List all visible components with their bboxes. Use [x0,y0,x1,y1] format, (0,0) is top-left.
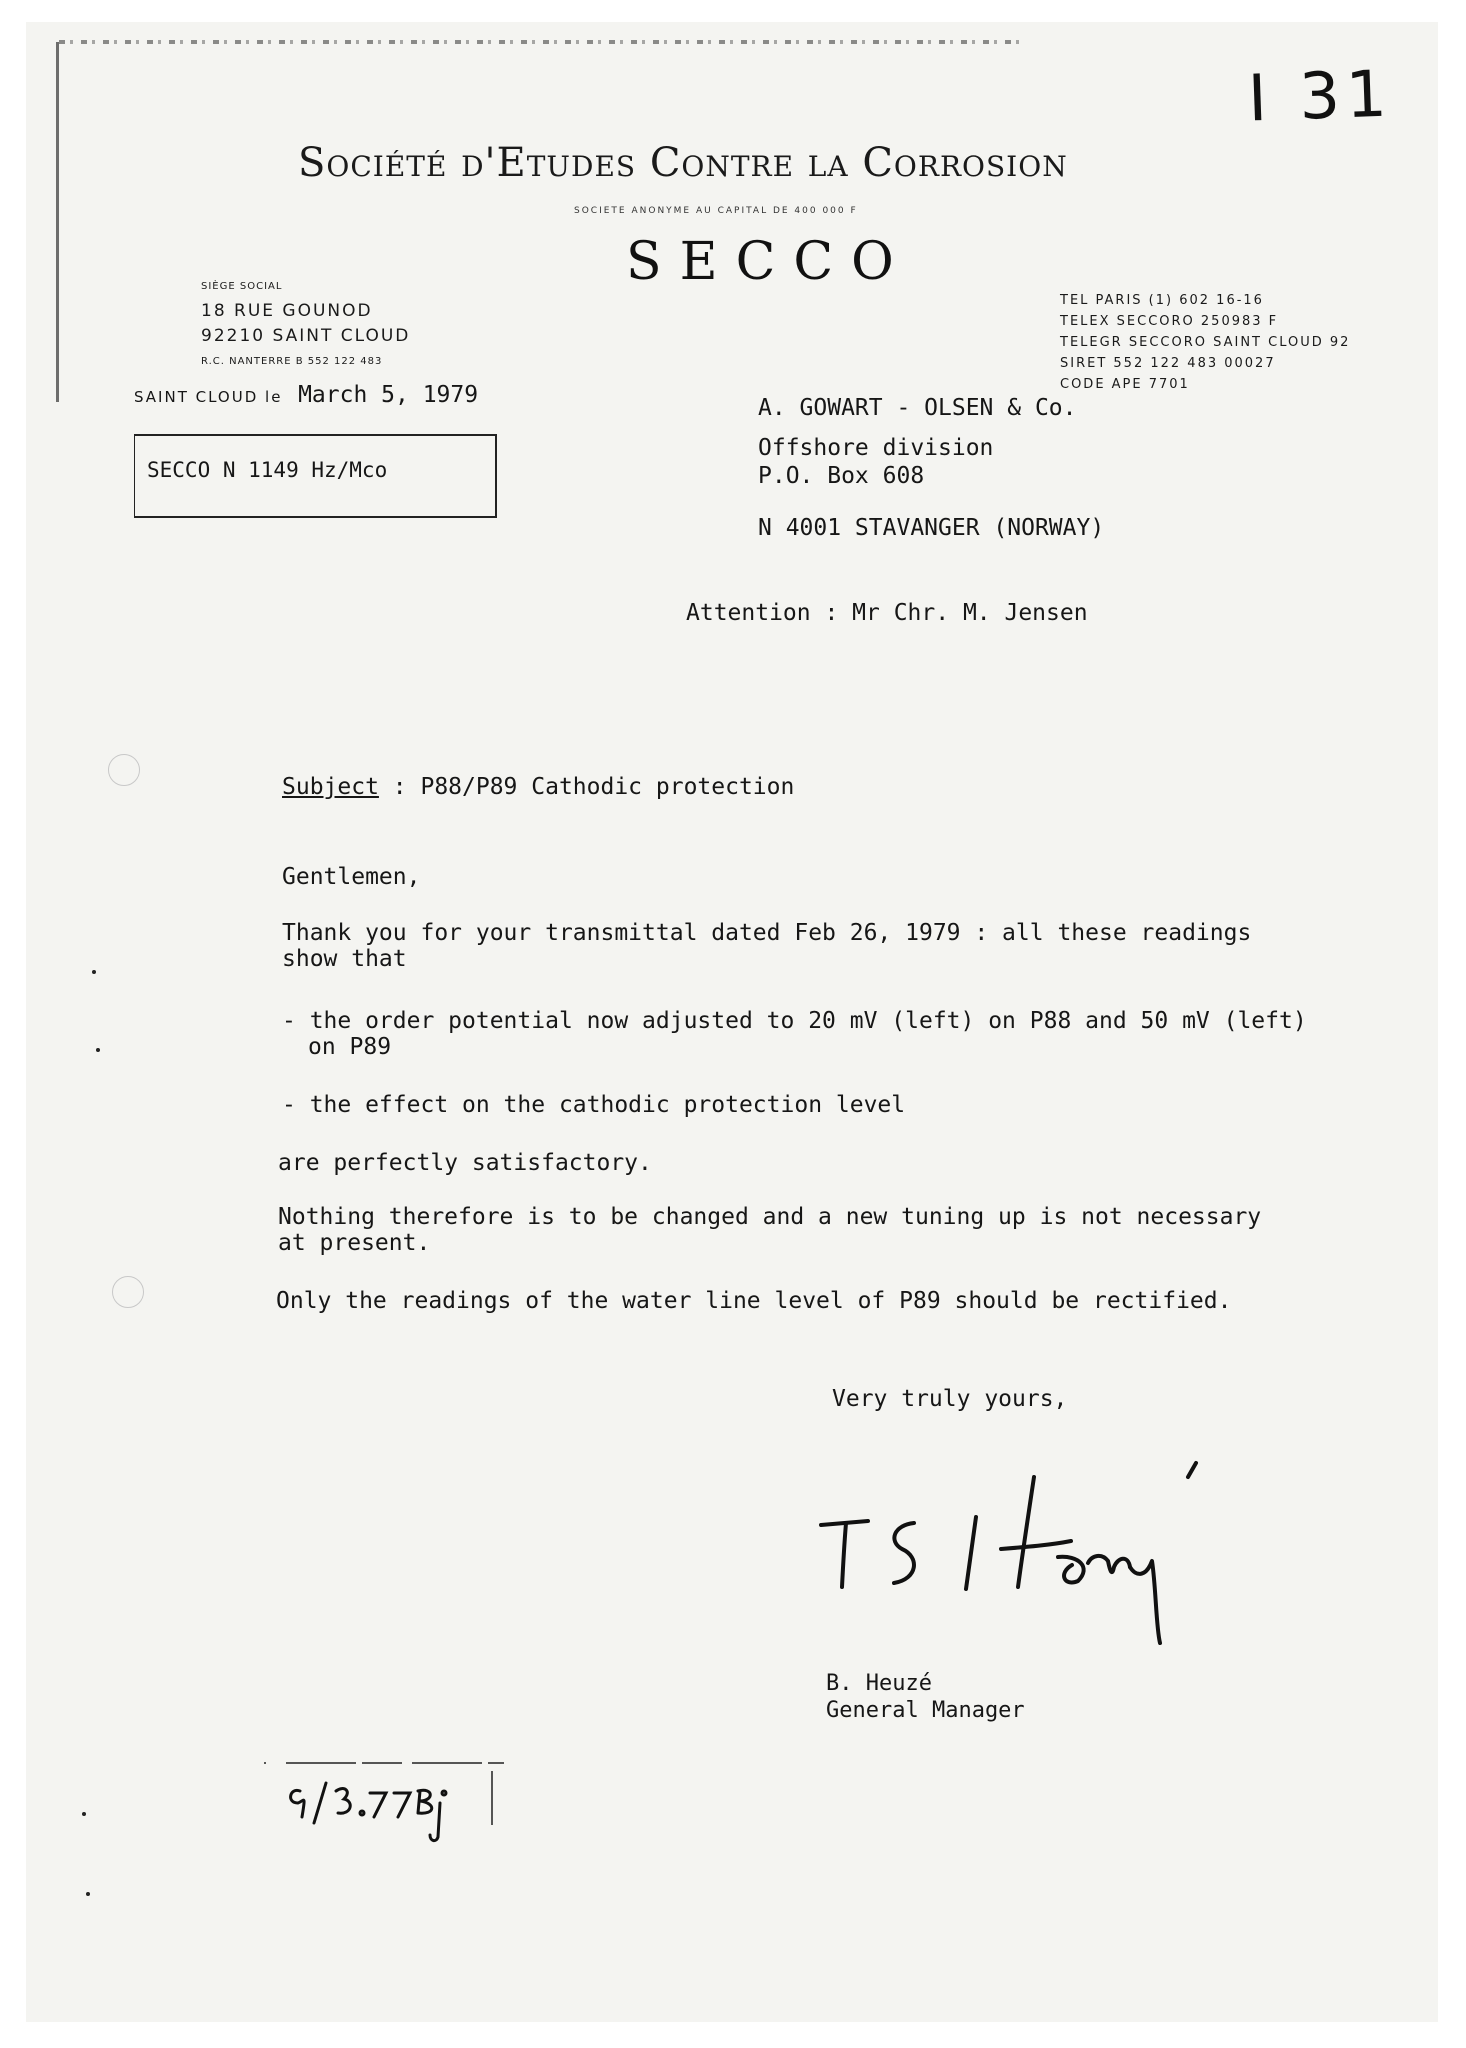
signer-block [826,1670,1025,1724]
paragraph-line: show that [282,946,407,972]
scan-edge-top [59,40,1019,44]
handwritten-received-note [264,1757,504,1867]
paragraph-1 [282,920,1251,972]
contact-telegr: TELEGR SECCORO SAINT CLOUD 92 [1060,335,1351,350]
scan-speck [86,1892,90,1896]
recipient-address [758,394,1104,542]
address-line: 18 RUE GOUNOD [201,301,373,321]
contact-code-ape: CODE APE 7701 [1060,377,1190,392]
punch-hole [112,1276,144,1308]
paragraph-2: are perfectly satisfactory. [278,1150,652,1176]
recipient-po-box: P.O. Box 608 [758,463,925,489]
paragraph-3 [278,1204,1261,1256]
contact-tel: TEL PARIS (1) 602 16-16 [1060,293,1264,308]
paragraph-line: at present. [278,1230,431,1256]
paragraph-4: Only the readings of the water line level of P89 should be rectified. [276,1288,1232,1314]
attention-line: Attention : Mr Chr. M. Jensen [686,600,1088,626]
letter-page [26,22,1438,2022]
scan-speck [92,970,96,974]
subject-line [282,774,794,800]
bullet-2: - the effect on the cathodic protection level [282,1092,906,1118]
salutation: Gentlemen, [282,864,421,890]
letterhead-contacts [1060,290,1350,395]
letterhead-capital: SOCIETE ANONYME AU CAPITAL DE 400 000 F [574,206,858,216]
contact-telex: TELEX SECCORO 250983 F [1060,314,1279,329]
letter-date: March 5, 1979 [298,382,479,408]
letterhead-company: Société d'Etudes Contre la Corrosion [298,140,1068,186]
place: SAINT CLOUD le [134,388,283,406]
recipient-city: N 4001 STAVANGER (NORWAY) [758,515,1105,541]
reference-box [134,434,497,518]
bullet-1 [282,1008,1307,1060]
letterhead-address [201,274,410,374]
address-line: 92210 SAINT CLOUD [201,326,411,346]
signer-name: B. Heuzé [826,1671,932,1696]
place-date [134,382,478,408]
scan-edge-left [56,42,59,402]
closing: Very truly yours, [832,1386,1068,1412]
address-line: SIÈGE SOCIAL [201,281,283,292]
paragraph-line: Nothing therefore is to be changed and a new tuning up is not necessary [278,1204,1262,1230]
scan-speck [96,1048,100,1052]
letterhead-brand: SECCO [626,232,912,292]
recipient-company: A. GOWART - OLSEN & Co. [758,395,1077,421]
signer-title: General Manager [826,1698,1025,1723]
bullet-line: - the order potential now adjusted to 20 mV (left) on P88 and 50 mV (left) [282,1008,1307,1034]
reference-number: SECCO N 1149 Hz/Mco [147,458,388,482]
archive-mark: I 31 [1246,57,1394,137]
subject-text: : P88/P89 Cathodic protection [378,774,795,800]
contact-siret: SIRET 552 122 483 00027 [1060,356,1276,371]
address-line: R.C. NANTERRE B 552 122 483 [201,356,383,367]
handwritten-signature [796,1437,1256,1647]
punch-hole [108,754,140,786]
recipient-division: Offshore division [758,435,994,461]
scan-speck [82,1812,86,1816]
subject-label: Subject [282,774,379,800]
bullet-line: on P89 [308,1034,392,1060]
paragraph-line: Thank you for your transmittal dated Feb 26, 1979 : all these readings [282,920,1252,946]
